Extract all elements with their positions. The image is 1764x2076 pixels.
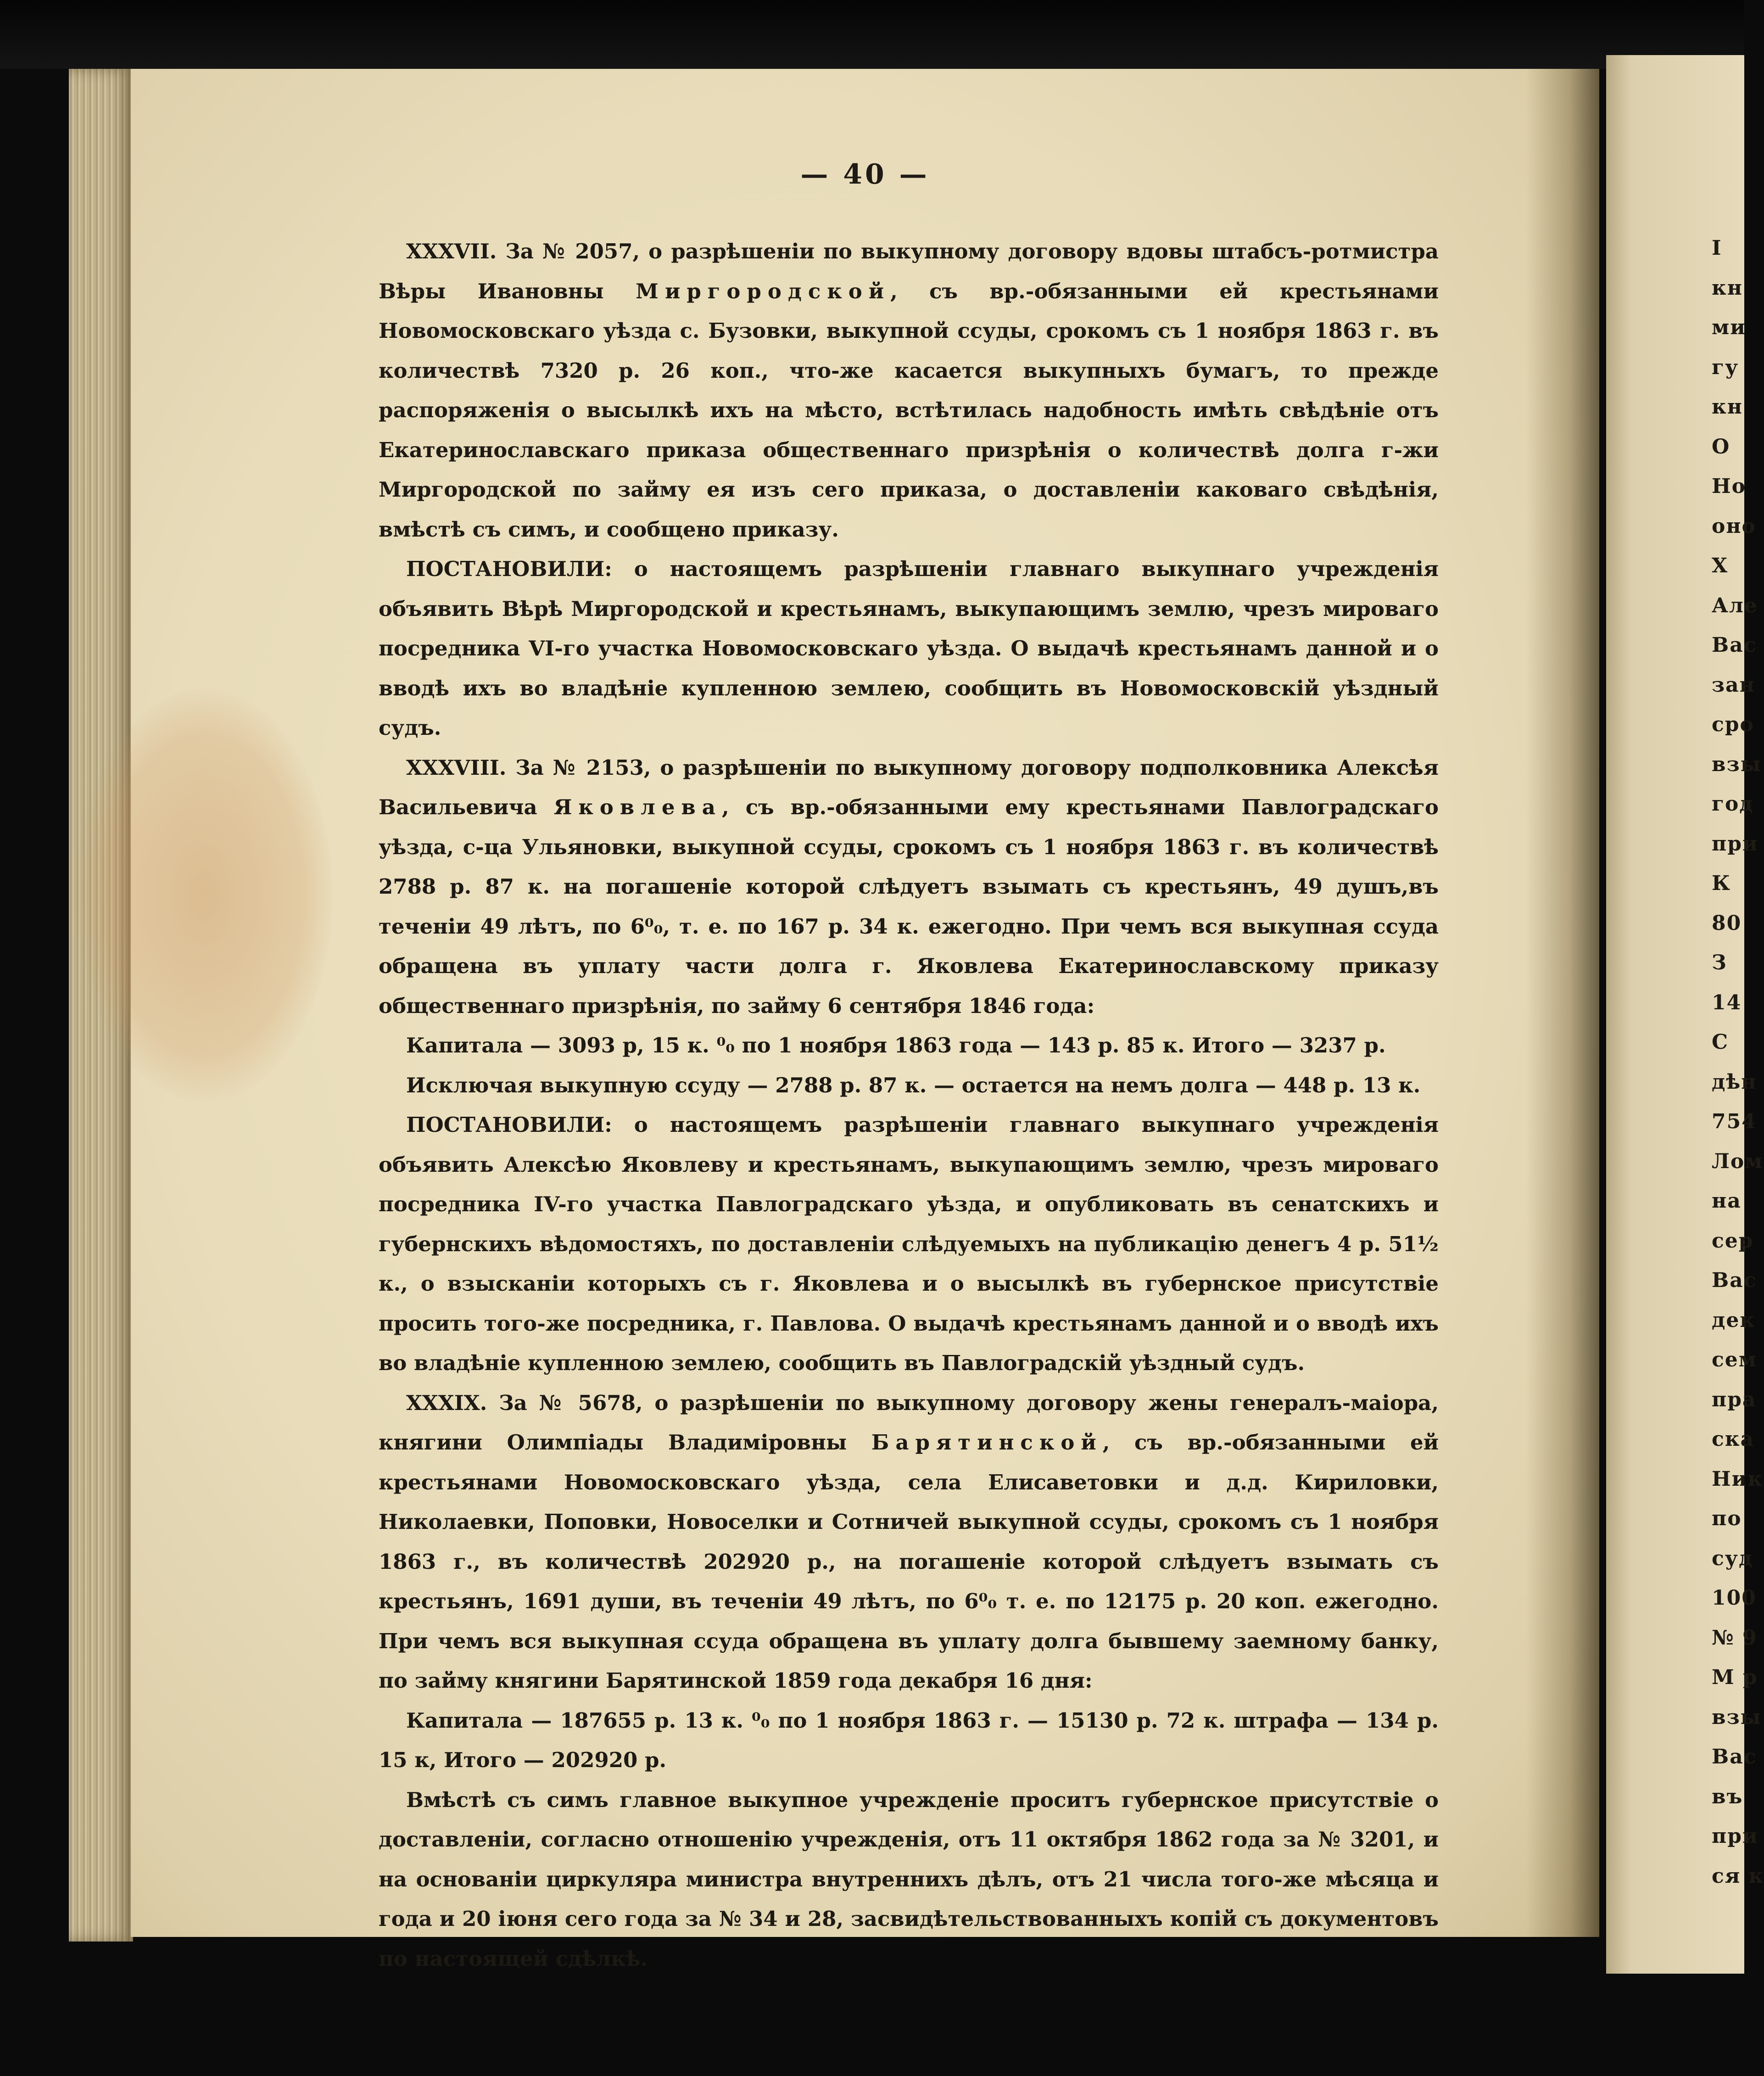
facing-page-line-fragment: при — [1712, 832, 1758, 856]
paragraph-39: XXXIX. За № 5678, о разрѣшеніи по выкупному договору жены генералъ-маіора, княгини Олимпіады Владиміровны Барятинской, съ вр.-обязанными ей крестьянами Новомосковскаго уѣзда, села Елисаветовки и д.д. Кириловки, Николаевки, Поповки, Новоселки и Сотничей выкупной ссуды, срокомъ съ 1 ноября 1863 г., въ количествѣ 202920 р., на погашеніе которой слѣдуетъ взымать съ крестьянъ, 1691 души, въ теченіи 49 лѣтъ, по 6⁰₀ т. е. по 12175 р. 20 коп. ежегодно. При чемъ вся выкупная ссуда обращена въ уплату долга бывшему заемному банку, по займу княгини Барятинской 1859 года декабря 16 дня: — [379, 1390, 1439, 1693]
facing-page-line-fragment: К — [1712, 872, 1731, 895]
facing-page-line-fragment: дек — [1712, 1308, 1756, 1332]
facing-page-line-fragment: при — [1712, 1824, 1758, 1848]
facing-page-line-fragment: I — [1712, 236, 1722, 260]
resolution-paragraph: ПОСТАНОВИЛИ: о настоящемъ разрѣшеніи главнаго выкупнаго учрежденія объявить Вѣрѣ Миргородской и крестьянамъ, выкупающимъ землю, чрезъ мироваго посредника VI-го участка Новомосковскаго уѣзда. О выдачѣ крестьянамъ данной и о вводѣ ихъ во владѣніе купленною землею, сообщить въ Новомосковскій уѣздный судъ. — [379, 557, 1439, 740]
facing-page-line-fragment: № 9 — [1712, 1626, 1758, 1650]
deduction-line: Исключая выкупную ссуду — 2788 р. 87 к. — остается на немъ долга — 448 р. 13 к. — [406, 1073, 1421, 1097]
book-gutter — [1526, 69, 1599, 1937]
paragraph-38: XXXVIII. За № 2153, о разрѣшеніи по выкупному договору подполковника Алексѣя Васильевича Яковлева, съ вр.-обязанными ему крестьянами Павлоградскаго уѣзда, с-ца Ульяновки, выкупной ссуды, срокомъ съ 1 ноября 1863 г. въ количествѣ 2788 р. 87 к. на погашеніе которой слѣдуетъ взымать съ крестьянъ, 49 душъ,въ теченіи 49 лѣтъ, по 6⁰₀, т. е. по 167 р. 34 к. ежегодно. При чемъ вся выкупная ссуда обращена въ уплату части долга г. Яковлева Екатеринославскому приказу общественнаго призрѣнія, по займу 6 сентября 1846 года: — [379, 755, 1439, 1018]
paragraph-37: XXXVII. За № 2057, о разрѣшеніи по выкупному договору вдовы штабсъ-ротмистра Вѣры Ивановны Миргородской, съ вр.-обязанными ей крестьянами Новомосковскаго уѣзда с. Бузовки, выкупной ссуды, срокомъ съ 1 ноября 1863 г. въ количествѣ 7320 р. 26 коп., что-же касается выкупныхъ бумагъ, то прежде распоряженія о высылкѣ ихъ на мѣсто, встѣтилась надобность имѣть свѣдѣніе отъ Екатеринославскаго приказа общественнаго призрѣнія о количествѣ долга г-жи Миргородской по займу ея изъ сего приказа, о доставленіи каковаго свѣдѣнія, вмѣстѣ съ симъ, и сообщено приказу. — [379, 239, 1439, 542]
facing-page-line-fragment: взы — [1712, 1705, 1762, 1729]
facing-page-line-fragment: пра — [1712, 1388, 1757, 1411]
facing-page-line-fragment: дѣн — [1712, 1070, 1757, 1094]
facing-page-line-fragment: Вас — [1712, 1745, 1757, 1768]
facing-page-line-fragment: ми — [1712, 316, 1746, 339]
facing-page-line-fragment: М р — [1712, 1666, 1758, 1689]
facing-page-line-fragment: О — [1712, 435, 1731, 459]
facing-page-line-fragment: год — [1712, 792, 1754, 816]
facing-page-line-fragment: Але — [1712, 593, 1758, 617]
facing-page — [1606, 55, 1764, 1974]
facing-page-line-fragment: ска — [1712, 1427, 1755, 1451]
facing-page-line-fragment: сем — [1712, 1348, 1758, 1371]
facing-page-line-fragment: Вас — [1712, 633, 1757, 657]
facing-page-line-fragment: Вас — [1712, 1269, 1757, 1292]
facing-page-line-fragment: въ — [1712, 1785, 1743, 1808]
spaced-surname: Миргородской — [636, 279, 891, 303]
spaced-surname: Барятинской — [871, 1430, 1103, 1455]
facing-page-line-fragment: Но — [1712, 475, 1746, 498]
facing-page-line-fragment: оно — [1712, 514, 1756, 538]
facing-page-line-fragment: сро — [1712, 713, 1754, 736]
facing-page-line-fragment: 100 — [1712, 1586, 1757, 1610]
resolution-paragraph: ПОСТАНОВИЛИ: о настоящемъ разрѣшеніи главнаго выкупнаго учрежденія объявить Алексѣю Яковлеву и крестьянамъ, выкупающимъ землю, чрезъ мироваго посредника IV-го участка Павлоградскаго уѣзда, и опубликовать въ сенатскихъ и губернскихъ вѣдомостяхъ, по доставленіи слѣдуемыхъ на публикацію денегъ 4 р. 51½ к., о взысканіи которыхъ съ г. Яковлева и о высылкѣ въ губернское присутствіе просить того-же посредника, г. Павлова. О выдачѣ крестьянамъ данной и о вводѣ ихъ во владѣніе купленною землею, сообщить въ Павлоградскій уѣздный судъ. — [379, 1113, 1439, 1375]
facing-page-line-fragment: кн — [1712, 276, 1743, 300]
facing-page-line-fragment: X — [1712, 554, 1729, 577]
facing-page-line-fragment: зан — [1712, 673, 1755, 697]
facing-page-line-fragment: гу — [1712, 355, 1739, 379]
facing-page-line-fragment: сер — [1712, 1229, 1754, 1253]
left-page — [131, 69, 1599, 1971]
facing-page-line-fragment: взы — [1712, 752, 1762, 776]
facing-page-line-fragment: кн — [1712, 395, 1743, 419]
page-number: — 40 — — [800, 158, 930, 190]
facing-page-line-fragment: З — [1712, 951, 1727, 974]
facing-page-line-fragment: 754 — [1712, 1110, 1757, 1133]
facing-page-line-fragment: суд — [1712, 1546, 1753, 1570]
facing-page-line-fragment: 14 — [1712, 990, 1742, 1014]
facing-page-line-fragment: ся к — [1712, 1864, 1764, 1888]
facing-page-line-fragment: по — [1712, 1507, 1742, 1530]
capital-line: Капитала — 187655 р. 13 к. ⁰₀ по 1 ноября 1863 г. — 15130 р. 72 к. штрафа — 134 р. 15 к, Итого — 202920 р. — [379, 1708, 1439, 1772]
page-text — [379, 232, 1439, 1979]
facing-page-line-fragment: 80 — [1712, 911, 1742, 935]
facing-page-line-fragment: Ник — [1712, 1467, 1763, 1491]
facing-page-line-fragment: С — [1712, 1030, 1729, 1054]
capital-line: Капитала — 3093 р, 15 к. ⁰₀ по 1 ноября 1863 года — 143 р. 85 к. Итого — 3237 р. — [406, 1033, 1386, 1058]
scan-top-shadow — [0, 0, 1744, 69]
facing-page-line-fragment: на — [1712, 1189, 1742, 1213]
spaced-surname: Яковлева — [553, 795, 722, 819]
facing-page-line-fragment: Лом — [1712, 1149, 1764, 1173]
page-stain — [76, 688, 333, 1102]
closing-paragraph: Вмѣстѣ съ симъ главное выкупное учрежденіе проситъ губернское присутствіе о доставленіи, согласно отношенію учрежденія, отъ 11 октября 1862 года за № 3201, и на основаніи циркуляра министра внутреннихъ дѣлъ, отъ 21 числа того-же мѣсяца и года и 20 іюня сего года за № 34 и 28, засвидѣтельствованныхъ копій съ документовъ по настоящей сдѣлкѣ. — [379, 1787, 1439, 1971]
